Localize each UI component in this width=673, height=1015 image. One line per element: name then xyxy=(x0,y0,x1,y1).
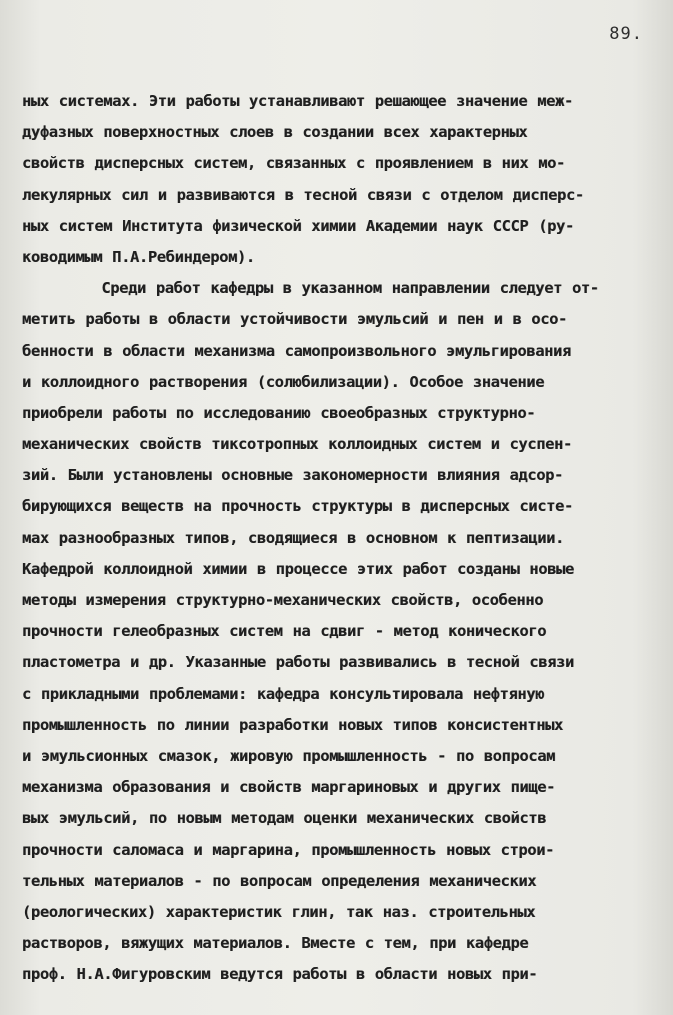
text-line: тельных материалов - по вопросам определения механических xyxy=(22,871,537,890)
body-text xyxy=(22,86,662,990)
text-line: механизма образования и свойств маргариновых и других пище- xyxy=(22,778,556,797)
text-line: ных систем Института физической химии Академии наук СССР (ру- xyxy=(22,216,574,235)
text-line: методы измерения структурно-механических свойств, особенно xyxy=(22,591,544,609)
text-line: мах разнообразных типов, сводящиеся в основном к пептизации. xyxy=(22,528,564,547)
text-line: свойств дисперсных систем, связанных с проявлением в них мо- xyxy=(22,154,565,173)
text-line: растворов, вяжущих материалов. Вместе с тем, при кафедре xyxy=(22,934,529,953)
text-line: механических свойств тиксотропных коллоидных систем и суспен- xyxy=(22,435,572,454)
text-line: дуфазных поверхностных слоев в создании всех характерных xyxy=(22,123,528,142)
text-line: промышленность по линии разработки новых типов консистентных xyxy=(22,715,563,734)
text-line: проф. Н.А.Фигуровским ведутся работы в области новых при- xyxy=(22,965,538,984)
text-line: вых эмульсий, по новым методам оценки механических свойств xyxy=(22,809,547,828)
text-line: бирующихся веществ на прочность структуры в дисперсных систе- xyxy=(22,497,573,516)
text-line: Кафедрой коллоидной химии в процессе этих работ созданы новые xyxy=(22,559,574,578)
text-line: ководимым П.А.Ребиндером). xyxy=(22,247,255,266)
text-line: лекулярных сил и развиваются в тесной связи с отделом дисперс- xyxy=(22,185,584,204)
text-line: с прикладными проблемами: кафедра консультировала нефтяную xyxy=(22,684,545,703)
text-line: прочности гелеобразных систем на сдвиг - метод конического xyxy=(22,622,547,641)
text-line: и коллоидного растворения (солюбилизации). Особое значение xyxy=(22,372,545,391)
text-line: пластометра и др. Указанные работы развивались в тесной связи xyxy=(22,653,574,672)
text-line: бенности в области механизма самопроизвольного эмульгирования xyxy=(22,341,571,360)
text-line: Среди работ кафедры в указанном направлении следует от- xyxy=(22,279,599,298)
text-line: зий. Были установлены основные закономерности влияния адсор- xyxy=(22,466,563,485)
page-number: 89. xyxy=(609,24,643,44)
text-line: метить работы в области устойчивости эмульсий и пен и в осо- xyxy=(22,310,567,329)
text-line: и эмульсионных смазок, жировую промышленность - по вопросам xyxy=(22,746,556,765)
text-line: приобрели работы по исследованию своеобразных структурно- xyxy=(22,403,536,422)
text-line: прочности саломаса и маргарина, промышленность новых строи- xyxy=(22,840,555,859)
text-line: (реологических) характеристик глин, так наз. строительных xyxy=(22,902,536,921)
text-line: ных системах. Эти работы устанавливают решающее значение меж- xyxy=(22,92,573,110)
